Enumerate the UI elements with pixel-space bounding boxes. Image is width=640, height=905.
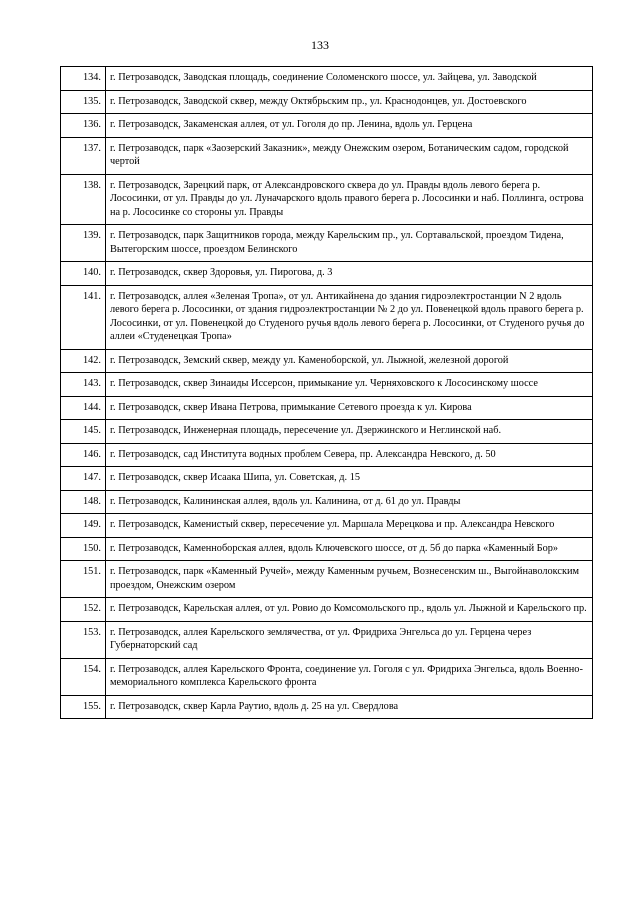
row-description: г. Петрозаводск, сквер Здоровья, ул. Пирогова, д. 3 xyxy=(106,262,593,286)
row-description: г. Петрозаводск, аллея Карельского Фронта, соединение ул. Гоголя с ул. Фридриха Энгельса, вдоль Военно-мемориального комплекса Карельского фронта xyxy=(106,658,593,695)
row-description: г. Петрозаводск, Каменноборская аллея, вдоль Ключевского шоссе, от д. 5б до парка «Каменный Бор» xyxy=(106,537,593,561)
row-description: г. Петрозаводск, Земский сквер, между ул. Каменоборской, ул. Лыжной, железной дорогой xyxy=(106,349,593,373)
row-number: 146. xyxy=(61,443,106,467)
row-description: г. Петрозаводск, парк «Каменный Ручей», между Каменным ручьем, Вознесенским ш., Выгойнаволокским проездом, Онежским озером xyxy=(106,561,593,598)
table-row xyxy=(61,225,593,262)
row-number: 136. xyxy=(61,114,106,138)
table-row xyxy=(61,621,593,658)
table-row xyxy=(61,467,593,491)
table-row xyxy=(61,262,593,286)
table-row xyxy=(61,67,593,91)
row-number: 150. xyxy=(61,537,106,561)
table-row xyxy=(61,285,593,349)
table-row xyxy=(61,137,593,174)
row-number: 141. xyxy=(61,285,106,349)
table-row xyxy=(61,373,593,397)
row-description: г. Петрозаводск, Калининская аллея, вдоль ул. Калинина, от д. 61 до ул. Правды xyxy=(106,490,593,514)
table-body xyxy=(61,67,593,719)
greenery-register-table xyxy=(60,66,593,719)
row-description: г. Петрозаводск, парк «Заозерский Заказник», между Онежским озером, Ботаническим садом, городской чертой xyxy=(106,137,593,174)
row-number: 142. xyxy=(61,349,106,373)
row-description: г. Петрозаводск, Заводской сквер, между Октябрьским пр., ул. Краснодонцев, ул. Достоевского xyxy=(106,90,593,114)
row-description: г. Петрозаводск, сквер Карла Раутио, вдоль д. 25 на ул. Свердлова xyxy=(106,695,593,719)
table-row xyxy=(61,90,593,114)
table-row xyxy=(61,420,593,444)
table-row xyxy=(61,514,593,538)
row-description: г. Петрозаводск, сад Института водных проблем Севера, пр. Александра Невского, д. 50 xyxy=(106,443,593,467)
table-row xyxy=(61,349,593,373)
row-description: г. Петрозаводск, Зарецкий парк, от Александровского сквера до ул. Правды вдоль левого берега р. Лососинки, от ул. Правды до ул. Луначарского вдоль правого берега р. Лососинки и наб. Поллинга, острова на р. Лососинке со стороны ул. Правды xyxy=(106,174,593,225)
row-description: г. Петрозаводск, сквер Ивана Петрова, примыкание Сетевого проезда к ул. Кирова xyxy=(106,396,593,420)
table-row xyxy=(61,537,593,561)
row-number: 148. xyxy=(61,490,106,514)
row-number: 138. xyxy=(61,174,106,225)
row-number: 155. xyxy=(61,695,106,719)
table-row xyxy=(61,114,593,138)
row-description: г. Петрозаводск, Карельская аллея, от ул. Ровио до Комсомольского пр., вдоль ул. Лыжной и Карельского пр. xyxy=(106,598,593,622)
row-description: г. Петрозаводск, Каменистый сквер, пересечение ул. Маршала Мерецкова и пр. Александра Невского xyxy=(106,514,593,538)
row-number: 145. xyxy=(61,420,106,444)
row-number: 153. xyxy=(61,621,106,658)
table-row xyxy=(61,561,593,598)
row-number: 147. xyxy=(61,467,106,491)
row-number: 134. xyxy=(61,67,106,91)
row-description: г. Петрозаводск, Инженерная площадь, пересечение ул. Дзержинского и Неглинской наб. xyxy=(106,420,593,444)
row-description: г. Петрозаводск, аллея «Зеленая Тропа», от ул. Антикайнена до здания гидроэлектростанции N 2 вдоль левого берега р. Лососинки, от здания гидроэлектростанции № 2 до ул. Повенецкой вдоль правого берега р. Лососинки, от ул. Повенецкой до Студеного ручья вдоль левого берега р. Лососинки, от Студеного ручья до аллеи «Студенецкая Тропа» xyxy=(106,285,593,349)
row-description: г. Петрозаводск, Закаменская аллея, от ул. Гоголя до пр. Ленина, вдоль ул. Герцена xyxy=(106,114,593,138)
row-description: г. Петрозаводск, сквер Зинаиды Иссерсон, примыкание ул. Черняховского к Лососинскому шоссе xyxy=(106,373,593,397)
table-row xyxy=(61,490,593,514)
table-row xyxy=(61,174,593,225)
row-number: 144. xyxy=(61,396,106,420)
row-number: 143. xyxy=(61,373,106,397)
row-number: 140. xyxy=(61,262,106,286)
table-row xyxy=(61,658,593,695)
table-row xyxy=(61,598,593,622)
row-description: г. Петрозаводск, аллея Карельского землячества, от ул. Фридриха Энгельса до ул. Герцена через Губернаторский сад xyxy=(106,621,593,658)
table-row xyxy=(61,396,593,420)
row-description: г. Петрозаводск, парк Защитников города, между Карельским пр., ул. Сортавальской, проездом Тидена, Вытегорским шоссе, проездом Белинского xyxy=(106,225,593,262)
row-number: 139. xyxy=(61,225,106,262)
page-number: 133 xyxy=(311,38,329,52)
row-number: 149. xyxy=(61,514,106,538)
row-number: 154. xyxy=(61,658,106,695)
row-description: г. Петрозаводск, Заводская площадь, соединение Соломенского шоссе, ул. Зайцева, ул. Заводской xyxy=(106,67,593,91)
row-number: 137. xyxy=(61,137,106,174)
row-description: г. Петрозаводск, сквер Исаака Шипа, ул. Советская, д. 15 xyxy=(106,467,593,491)
row-number: 135. xyxy=(61,90,106,114)
table-row xyxy=(61,443,593,467)
row-number: 152. xyxy=(61,598,106,622)
row-number: 151. xyxy=(61,561,106,598)
table-row xyxy=(61,695,593,719)
